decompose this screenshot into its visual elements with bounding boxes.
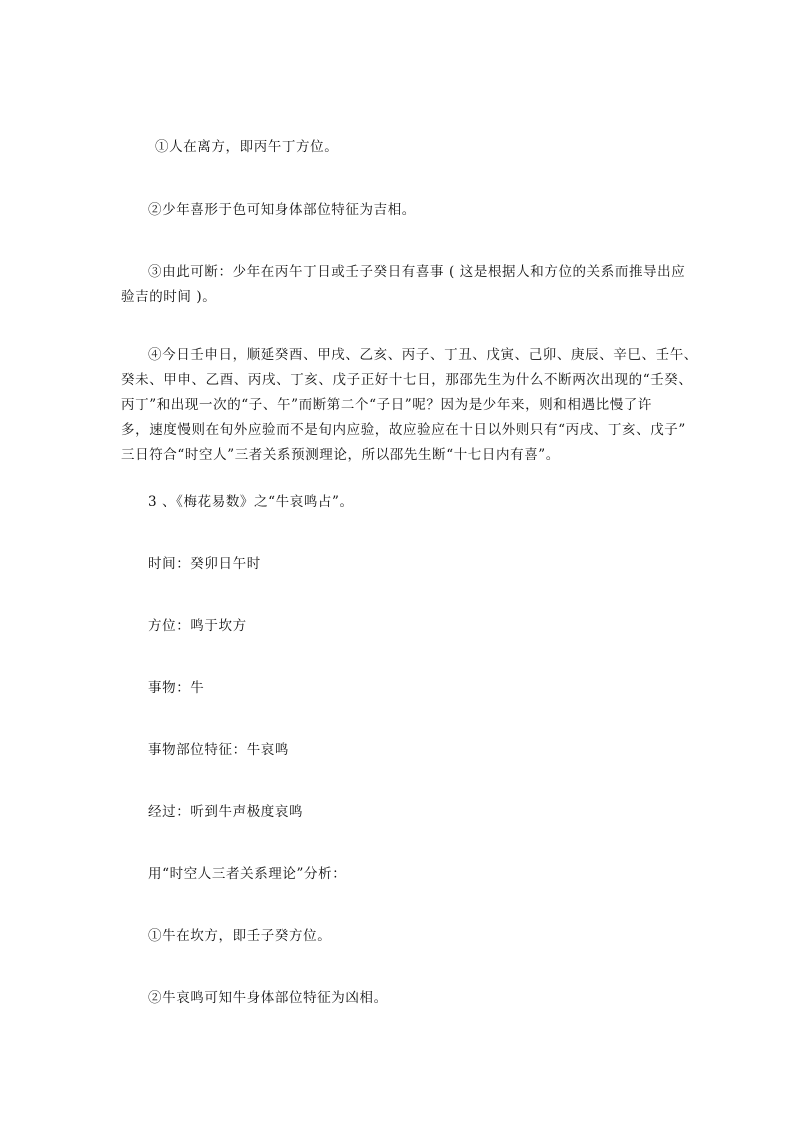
paragraph-day-count-line-2: 癸未、甲申、乙酉、丙戌、丁亥、戊子正好十七日，那邵先生为什么不断两次出现的“壬癸、: [121, 372, 693, 388]
paragraph-inference-line-1: ③由此可断：少年在丙午丁日或壬子癸日有喜事 ( 这是根据人和方位的关系而推导出应: [148, 264, 686, 280]
paragraph-day-count-line-4: 多，速度慢则在旬外应验而不是旬内应验，故应验应在十日以外则只有“丙戌、丁亥、戊子”: [121, 422, 686, 438]
paragraph-person-direction: ①人在离方，即丙午丁方位。: [155, 139, 339, 155]
paragraph-analysis-intro: 用“时空人三者关系理论”分析：: [148, 866, 347, 882]
paragraph-day-count-line-1: ④今日壬申日，顺延癸酉、甲戌、乙亥、丙子、丁丑、戊寅、己卯、庚辰、辛巳、壬午、: [148, 347, 698, 363]
paragraph-day-count: [121, 343, 698, 468]
paragraph-day-count-line-3: 丙丁”和出现一次的“子、午”而断第二个“子日”呢？因为是少年来，则和相遇比慢了许: [121, 397, 653, 413]
section-heading-ox-divination: 3 、《梅花易数》之“牛哀鸣占”。: [148, 494, 354, 510]
paragraph-time: 时间：癸卯日午时: [148, 556, 261, 572]
paragraph-youth-appearance: ②少年喜形于色可知身体部位特征为吉相。: [148, 202, 416, 218]
paragraph-ox-direction: ①牛在坎方，即壬子癸方位。: [148, 928, 332, 944]
paragraph-inference-line-2: 验吉的时间 )。: [121, 289, 217, 305]
paragraph-inference: [121, 260, 685, 310]
paragraph-process: 经过：听到牛声极度哀鸣: [148, 804, 304, 820]
paragraph-object: 事物：牛: [148, 680, 205, 696]
paragraph-direction: 方位：鸣于坎方: [148, 618, 247, 634]
paragraph-day-count-line-5: 三日符合“时空人”三者关系预测理论，所以邵先生断“十七日内有喜”。: [121, 447, 560, 463]
paragraph-ox-appearance: ②牛哀鸣可知牛身体部位特征为凶相。: [148, 990, 388, 1006]
paragraph-object-feature: 事物部位特征：牛哀鸣: [148, 742, 289, 758]
